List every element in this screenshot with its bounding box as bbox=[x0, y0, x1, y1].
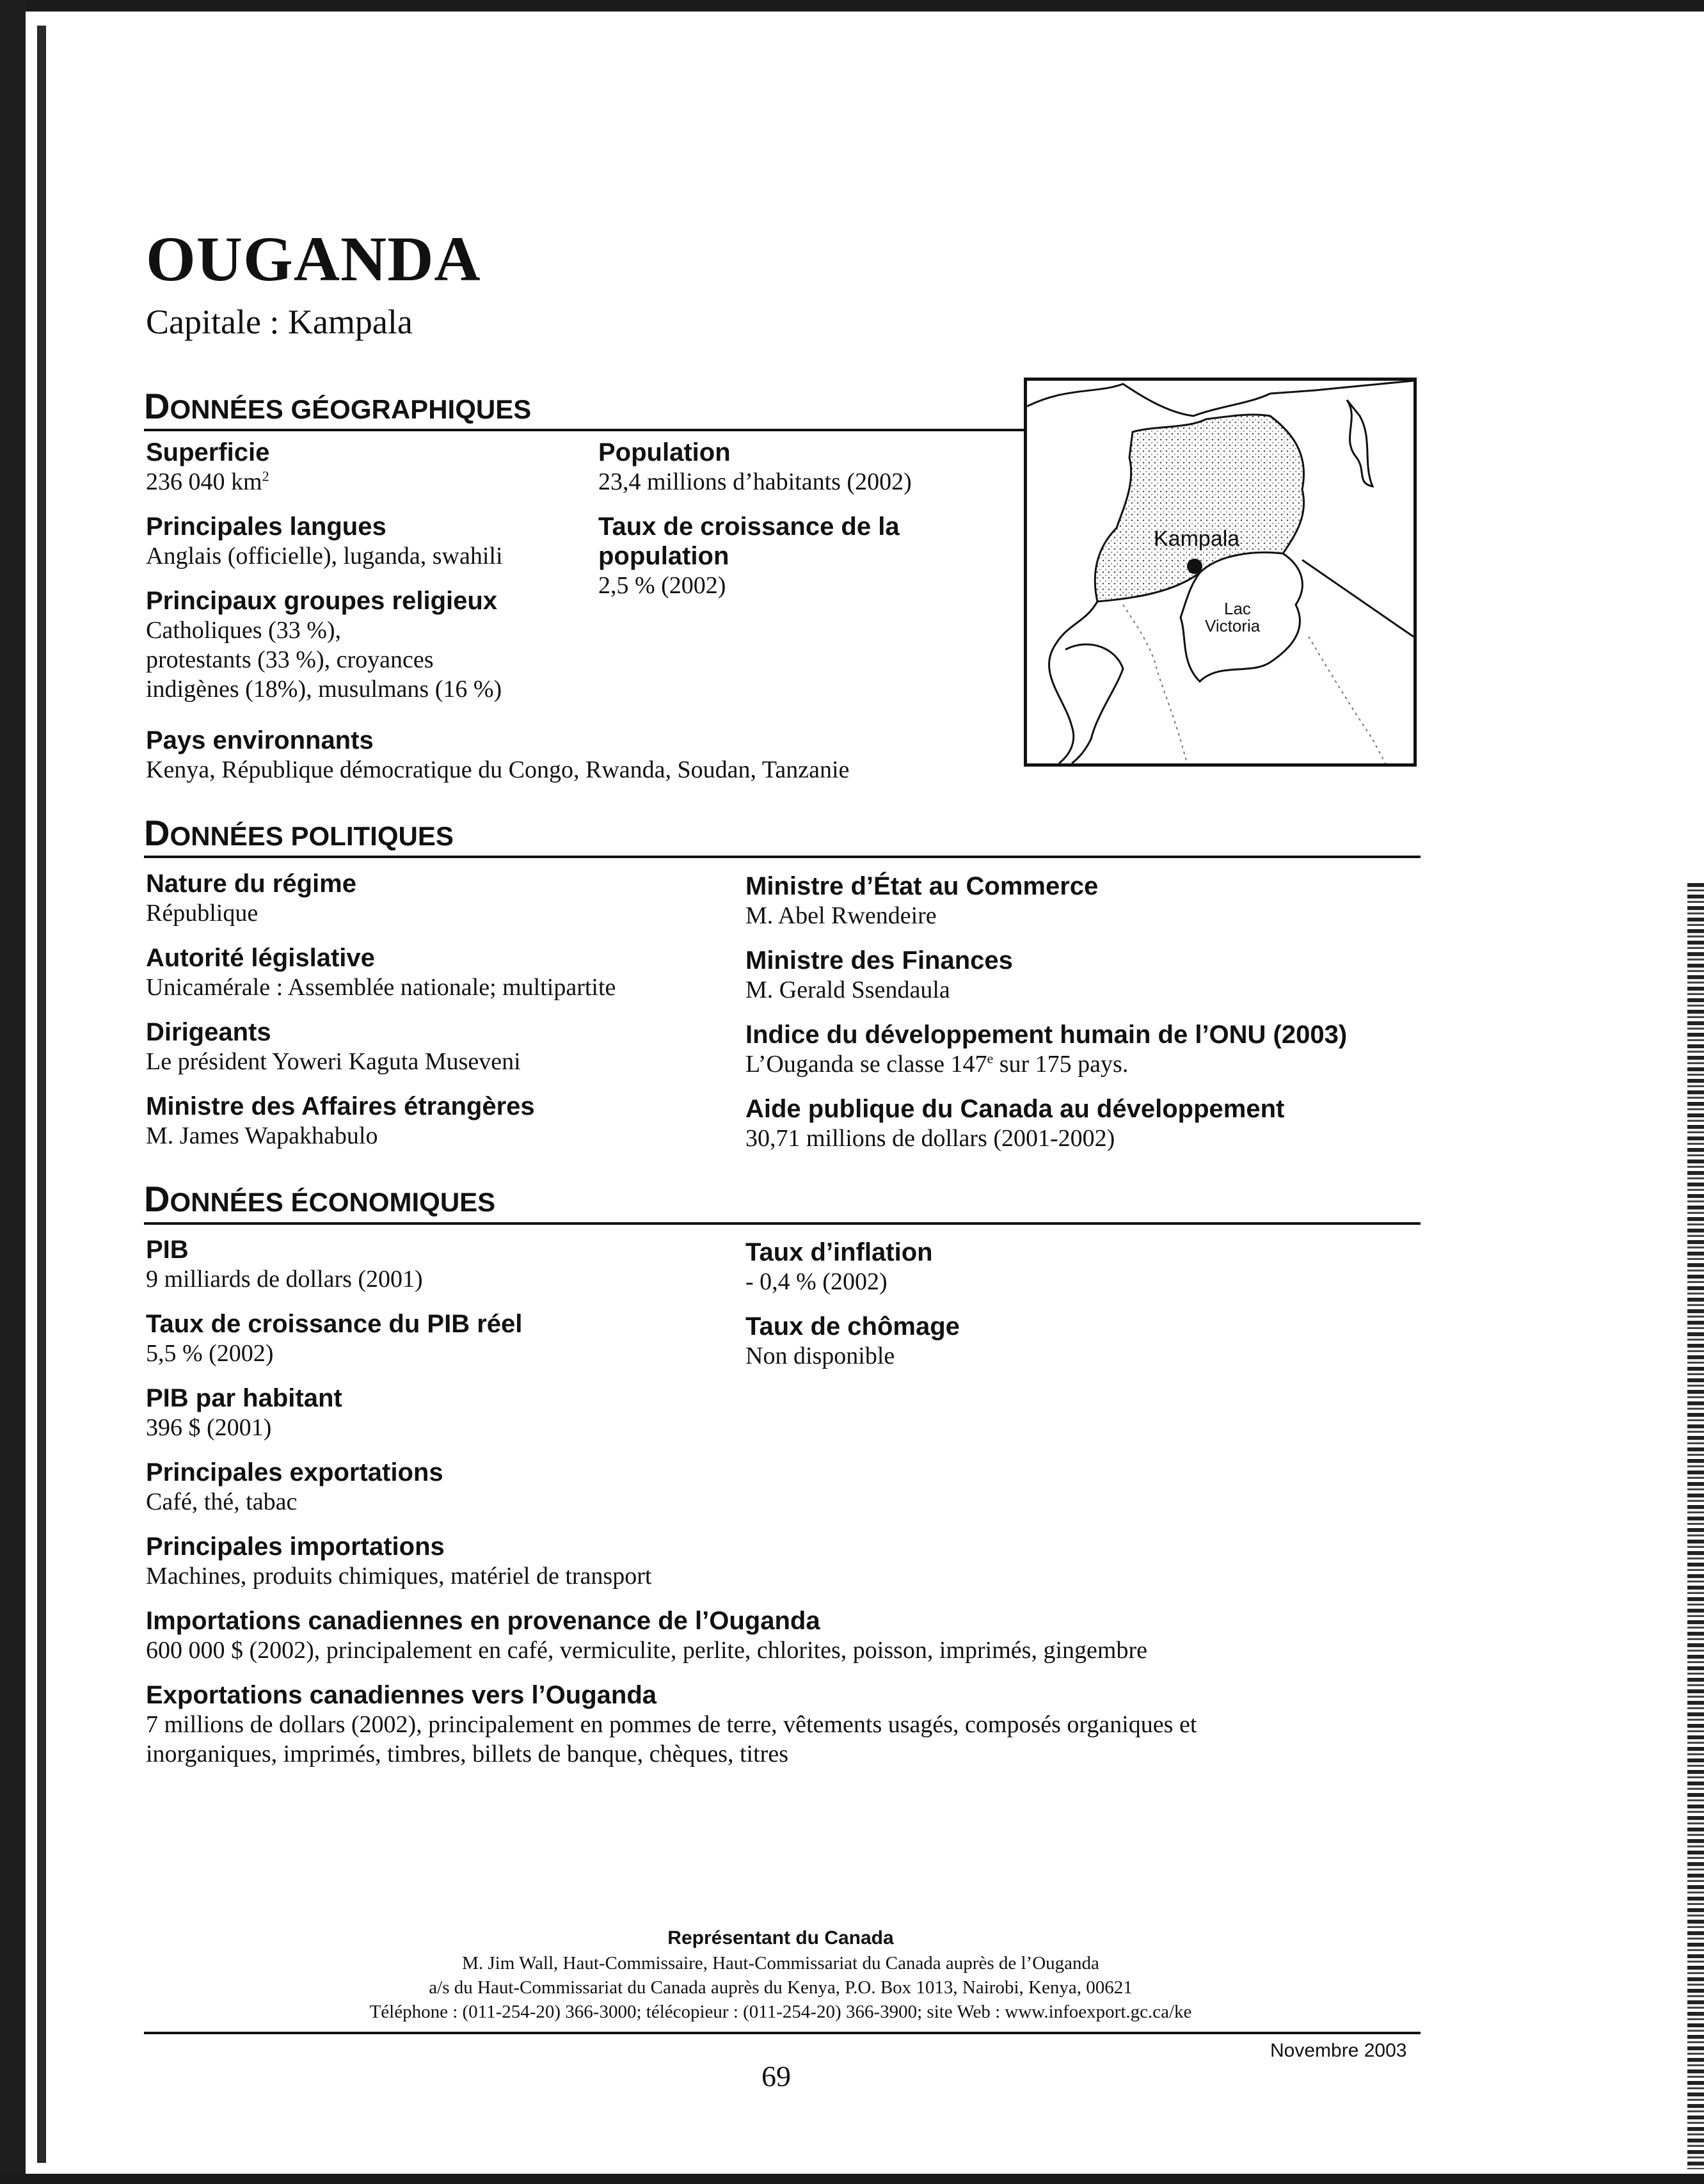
scan-border-bottom bbox=[0, 2174, 1704, 2184]
field-label: Principales langues bbox=[146, 513, 386, 541]
representative-contact: Téléphone : (011-254-20) 366-3000; télécopieur : (011-254-20) 366-3900; site Web : www.infoexport.gc.ca/ke bbox=[369, 2002, 1192, 2022]
field-value: Le président Yoweri Kaguta Museveni bbox=[146, 1048, 521, 1075]
field-aide-canada bbox=[745, 1094, 1284, 1153]
field-croissance-pib bbox=[146, 1309, 522, 1368]
field-label: Nature du régime bbox=[146, 870, 356, 898]
field-label: Superficie bbox=[146, 438, 270, 466]
map-border-northeast bbox=[1270, 381, 1413, 394]
field-value: protestants (33 %), croyances bbox=[146, 646, 434, 673]
field-value: 236 040 $km^2$ bbox=[146, 468, 269, 495]
field-value: Unicamérale : Assemblée nationale; multipartite bbox=[146, 974, 616, 1001]
uganda-map bbox=[1024, 378, 1417, 767]
representative-address: a/s du Haut-Commissariat du Canada auprès du Kenya, P.O. Box 1013, Nairobi, Kenya, 00621 bbox=[429, 1977, 1133, 1998]
footer-rule bbox=[144, 2032, 1421, 2034]
field-population bbox=[598, 438, 912, 497]
field-value: 2,5 % (2002) bbox=[598, 572, 726, 599]
map-lake-turkana bbox=[1347, 400, 1373, 486]
field-label: population bbox=[598, 542, 729, 570]
field-label: Autorité législative bbox=[146, 944, 375, 972]
field-label: PIB bbox=[146, 1236, 189, 1264]
map-dotted-border bbox=[1309, 637, 1385, 763]
scan-border-right bbox=[1687, 883, 1704, 2169]
field-nature-regime bbox=[146, 869, 356, 928]
field-label: Taux de chômage bbox=[745, 1312, 960, 1341]
field-value: L’Ouganda se classe 147e sur 175 pays. bbox=[745, 1050, 1129, 1078]
map-city-label: Kampala bbox=[1154, 527, 1240, 551]
scan-border-top bbox=[0, 0, 1704, 12]
field-exportations bbox=[146, 1458, 443, 1517]
publication-date: Novembre 2003 bbox=[1270, 2040, 1407, 2061]
section-heading-economy: DONNÉES ÉCONOMIQUES bbox=[144, 1179, 496, 1219]
field-dirigeants bbox=[146, 1017, 521, 1076]
field-value: inorganiques, imprimés, timbres, billets de banque, chèques, titres bbox=[146, 1741, 788, 1767]
map-lake-tanganyika bbox=[1065, 644, 1123, 763]
field-label: Population bbox=[598, 438, 731, 466]
section-rule-politics bbox=[144, 856, 1421, 858]
scan-binding-line bbox=[37, 26, 46, 2163]
field-value: 9 milliards de dollars (2001) bbox=[146, 1266, 423, 1293]
field-label: Principales importations bbox=[146, 1533, 445, 1561]
field-label: Ministre des Finances bbox=[745, 946, 1013, 975]
field-value: M. James Wapakhabulo bbox=[146, 1122, 378, 1149]
field-value: Café, thé, tabac bbox=[146, 1488, 298, 1515]
field-indice-developpement bbox=[745, 1020, 1347, 1079]
field-label: Importations canadiennes en provenance de l’Ouganda bbox=[146, 1607, 820, 1635]
field-label: Ministre d’État au Commerce bbox=[745, 872, 1099, 900]
field-religions bbox=[146, 586, 502, 704]
map-dotted-border bbox=[1123, 605, 1187, 763]
field-inflation bbox=[745, 1238, 933, 1296]
field-value: Machines, produits chimiques, matériel de transport bbox=[146, 1563, 652, 1590]
field-label: Pays environnants bbox=[146, 726, 374, 754]
field-ministre-finances bbox=[745, 946, 1013, 1005]
map-lake-label: Victoria bbox=[1205, 616, 1261, 635]
field-label: Taux d’inflation bbox=[745, 1238, 933, 1266]
field-label: Principales exportations bbox=[146, 1458, 443, 1487]
field-value: 5,5 % (2002) bbox=[146, 1340, 274, 1367]
field-chomage bbox=[745, 1312, 960, 1371]
field-value: indigènes (18%), musulmans (16 %) bbox=[146, 676, 502, 703]
field-exportations-canadiennes bbox=[146, 1680, 1197, 1769]
field-label: Ministre des Affaires étrangères bbox=[146, 1092, 535, 1120]
field-label: Principaux groupes religieux bbox=[146, 587, 498, 615]
field-superficie bbox=[146, 438, 269, 497]
capital-subtitle: Capitale : Kampala bbox=[146, 303, 413, 341]
field-pays-environnants bbox=[146, 726, 849, 785]
field-pib-habitant bbox=[146, 1383, 342, 1442]
field-label: Dirigeants bbox=[146, 1018, 271, 1046]
scan-border-left bbox=[0, 0, 26, 2184]
map-border-kenya-tanzania bbox=[1302, 560, 1413, 637]
field-value: 23,4 millions d’habitants (2002) bbox=[598, 468, 912, 495]
map-drawing bbox=[1027, 381, 1413, 763]
representative-line: M. Jim Wall, Haut-Commissaire, Haut-Commissariat du Canada auprès de l’Ouganda bbox=[462, 1953, 1099, 1973]
field-value: - 0,4 % (2002) bbox=[745, 1268, 888, 1295]
field-langues bbox=[146, 512, 503, 571]
map-lake-label: Lac bbox=[1224, 599, 1251, 618]
field-importations-canadiennes bbox=[146, 1606, 1147, 1665]
field-label: PIB par habitant bbox=[146, 1384, 342, 1412]
field-ministre-commerce bbox=[745, 872, 1098, 930]
field-value: 30,71 millions de dollars (2001-2002) bbox=[745, 1125, 1115, 1152]
field-autorite-legislative bbox=[146, 943, 616, 1002]
field-croissance-population bbox=[598, 512, 900, 600]
field-value: Non disponible bbox=[745, 1343, 895, 1369]
field-value: 7 millions de dollars (2002), principalement en pommes de terre, vêtements usagés, composés organiques et bbox=[146, 1711, 1197, 1738]
field-pib bbox=[146, 1235, 423, 1294]
country-title: OUGANDA bbox=[146, 223, 481, 294]
field-value: M. Gerald Ssendaula bbox=[745, 976, 950, 1003]
representative-title: Représentant du Canada bbox=[667, 1927, 894, 1949]
field-label: Exportations canadiennes vers l’Ouganda bbox=[146, 1681, 657, 1709]
field-value: 396 $ (2001) bbox=[146, 1414, 272, 1441]
field-value: Catholiques (33 %), bbox=[146, 617, 342, 644]
map-kampala-marker bbox=[1187, 559, 1202, 574]
field-label: Taux de croissance du PIB réel bbox=[146, 1310, 523, 1338]
field-importations bbox=[146, 1532, 651, 1591]
section-rule-economy bbox=[144, 1222, 1421, 1225]
field-value: Kenya, République démocratique du Congo, Rwanda, Soudan, Tanzanie bbox=[146, 756, 850, 783]
field-value: M. Abel Rwendeire bbox=[745, 902, 937, 929]
field-value: République bbox=[146, 900, 259, 927]
section-heading-geo: DONNÉES GÉOGRAPHIQUES bbox=[144, 386, 532, 426]
field-value: 600 000 $ (2002), principalement en café, vermiculite, perlite, chlorites, poisson, imprimés, gingembre bbox=[146, 1637, 1147, 1664]
field-label: Aide publique du Canada au développement bbox=[745, 1095, 1285, 1123]
map-border-north bbox=[1027, 384, 1270, 416]
field-label: Indice du développement humain de l’ONU (2003) bbox=[745, 1021, 1348, 1049]
section-heading-politics: DONNÉES POLITIQUES bbox=[144, 813, 454, 853]
field-label: Taux de croissance de la bbox=[598, 513, 900, 541]
field-value: Anglais (officielle), luganda, swahili bbox=[146, 543, 503, 570]
section-rule-geo bbox=[144, 429, 1027, 431]
page-number: 69 bbox=[761, 2060, 791, 2092]
field-affaires-etrangeres bbox=[146, 1092, 535, 1151]
